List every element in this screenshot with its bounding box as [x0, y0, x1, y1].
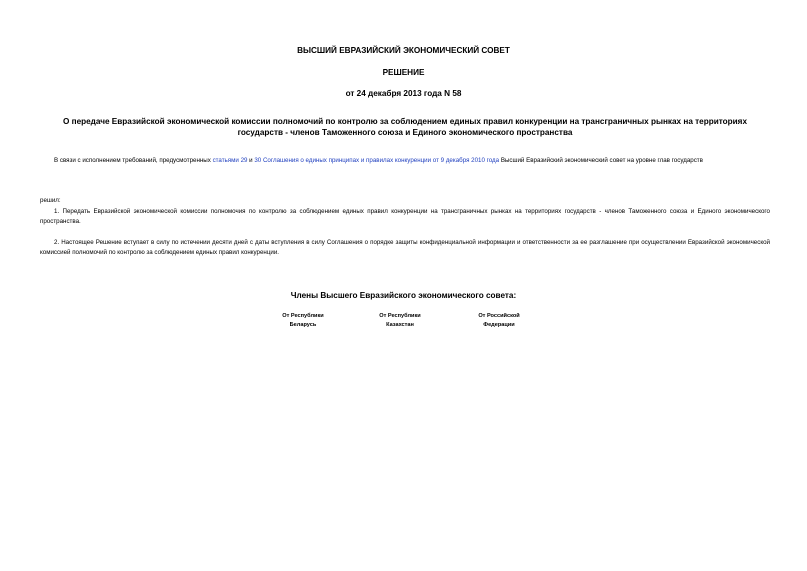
issuer-heading: ВЫСШИЙ ЕВРАЗИЙСКИЙ ЭКОНОМИЧЕСКИЙ СОВЕТ [297, 46, 510, 55]
signatory-line1: От Республики [282, 313, 324, 319]
signatory-line1: От Республики [379, 313, 421, 319]
intro-paragraph [40, 156, 770, 166]
decision-item-1 [40, 207, 770, 227]
signatory-line1: От Российской [478, 313, 520, 319]
signatory-line2: Беларусь [289, 322, 317, 328]
signatory-line2: Федерации [483, 322, 515, 328]
signatory-russia [454, 312, 544, 330]
intro-text-before: В связи с исполнением требований, предусмотренных [54, 157, 213, 164]
signatory-kazakhstan [355, 312, 445, 330]
document-type-heading: РЕШЕНИЕ [382, 68, 425, 77]
members-title: Члены Высшего Евразийского экономического совета: [290, 291, 517, 300]
decision-item-1-text: 1. Передать Евразийской экономической комиссии полномочия по контролю за соблюдением единых правил конкуренции на трансграничных рынках на территориях государств - членов Таможенного союза и Единого экономического пространства. [40, 208, 770, 225]
decision-item-2 [40, 238, 770, 258]
signatory-line2: Казахстан [386, 322, 414, 328]
link-article-29[interactable]: статьями 29 [212, 157, 248, 164]
document-title: О передаче Евразийской экономической комиссии полномочий по контролю за соблюдением единых правил конкуренции на трансграничных рынках на территориях государств - членов Таможенного союза и Единого экономического пространства [62, 117, 748, 137]
signatory-belarus [258, 312, 348, 330]
resolved-label: решил: [40, 197, 61, 204]
intro-text-after: Высший Евразийский экономический совет на уровне глав государств [499, 157, 703, 164]
decision-item-2-text: 2. Настоящее Решение вступает в силу по истечении десяти дней с даты вступления в силу Соглашения о порядке защиты конфиденциальной информации и ответственности за ее разглашение при осуществлении Евразийской экономической комиссией полномочий по контролю за соблюдением единых правил конкуренции. [40, 239, 770, 256]
link-article-30-agreement[interactable]: 30 Соглашения о единых принципах и правилах конкуренции от 9 декабря 2010 года [254, 157, 500, 164]
date-number-heading: от 24 декабря 2013 года N 58 [345, 89, 462, 98]
intro-text-mid: и [247, 157, 255, 164]
